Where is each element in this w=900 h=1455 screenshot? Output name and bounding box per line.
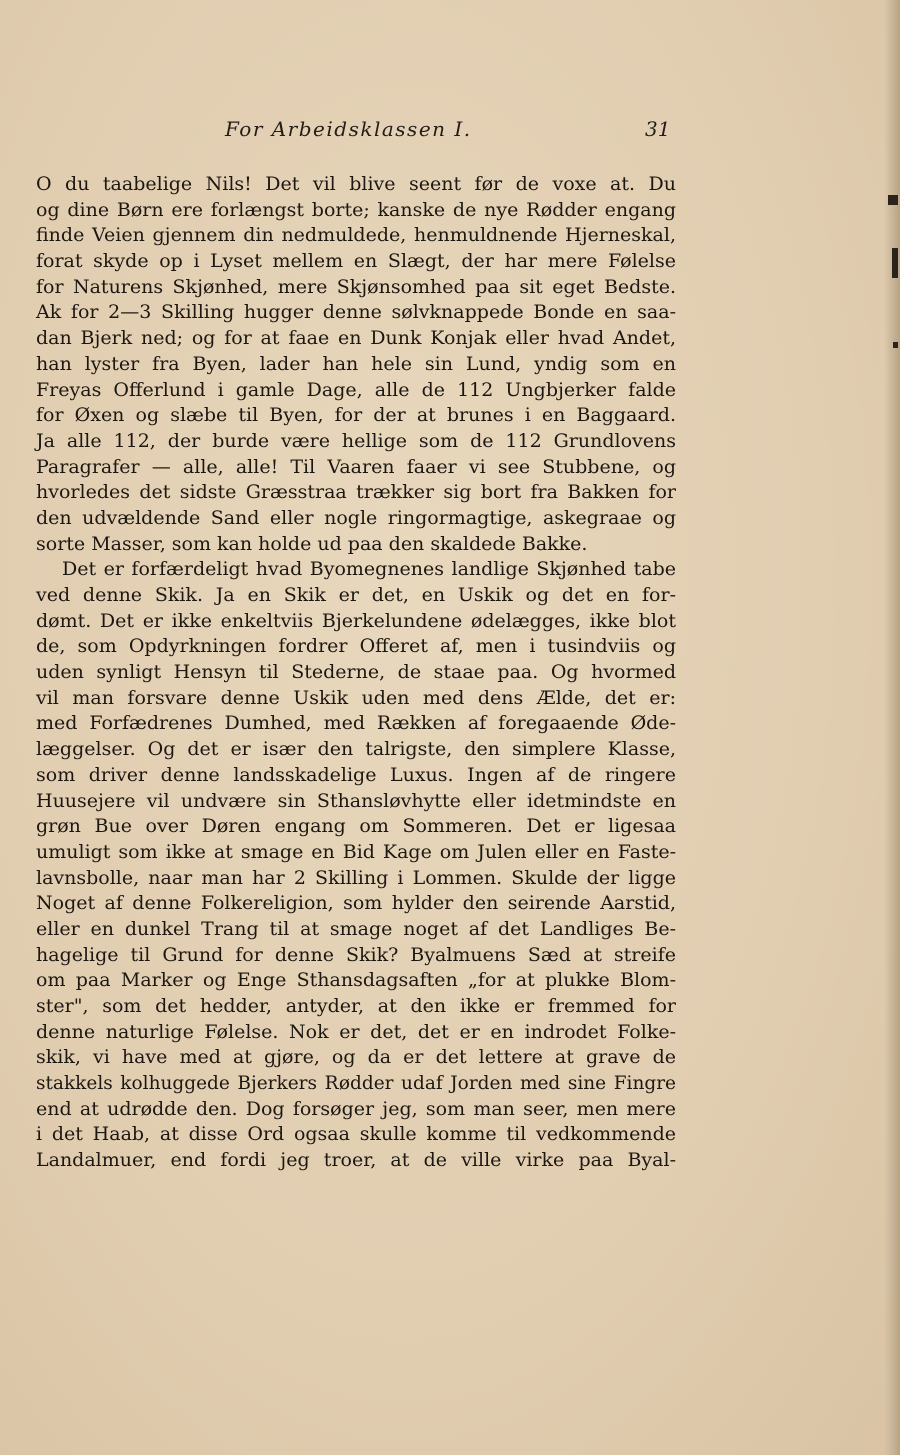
- text-line: O du taabelige Nils! Det vil blive seent før de voxe at. Du: [36, 173, 676, 195]
- text-line: sorte Masser, som kan holde ud paa den skaldede Bakke.: [36, 532, 588, 555]
- text-line: hagelige til Grund for denne Skik? Byalmuens Sæd at streife: [36, 943, 676, 966]
- text-line: hvorledes det sidste Græsstraa trækker sig bort fra Bakken for: [36, 481, 676, 504]
- page-edge: [884, 0, 900, 1455]
- text-line: skik, vi have med at gjøre, og da er det lettere at grave de: [36, 1046, 676, 1069]
- text-line: Ak for 2—3 Skilling hugger denne sølvknappede Bonde en saa-: [36, 301, 676, 324]
- text-line: lavnsbolle, naar man har 2 Skilling i Lommen. Skulde der ligge: [36, 866, 676, 889]
- text-line: Noget af denne Folkereligion, som hylder den seirende Aarstid,: [36, 892, 676, 915]
- text-line: denne naturlige Følelse. Nok er det, det er en indrodet Folke-: [36, 1020, 676, 1043]
- text-line: de, som Opdyrkningen fordrer Offeret af, men i tusindviis og: [36, 635, 676, 658]
- text-line: eller en dunkel Trang til at smage noget af det Landliges Be-: [36, 917, 676, 940]
- text-line: forat skyde op i Lyset mellem en Slægt, der har mere Følelse: [36, 250, 676, 273]
- text-line: ved denne Skik. Ja en Skik er det, en Uskik og det en for-: [36, 584, 676, 606]
- text-line: dømt. Det er ikke enkeltviis Bjerkelundene ødelægges, ikke blot: [36, 609, 676, 632]
- text-line: læggelser. Og det er især den talrigste, den simplere Klasse,: [36, 738, 676, 761]
- text-line: Landalmuer, end fordi jeg troer, at de ville virke paa Byal-: [36, 1149, 676, 1172]
- text-line: ster", som det hedder, antyder, at den ikke er fremmed for: [36, 995, 676, 1017]
- text-line: Det er forfærdeligt hvad Byomegnenes landlige Skjønhed tabe: [62, 558, 676, 581]
- text-line: stakkels kolhuggede Bjerkers Rødder udaf Jorden med sine Fingre: [36, 1073, 676, 1095]
- text-line: om paa Marker og Enge Sthansdagsaften „for at plukke Blom-: [36, 969, 676, 992]
- text-line: han lyster fra Byen, lader han hele sin Lund, yndig som en: [36, 352, 676, 375]
- text-line: dan Bjerk ned; og for at faae en Dunk Konjak eller hvad Andet,: [36, 327, 676, 350]
- text-line: for Øxen og slæbe til Byen, for der at brunes i en Baggaard.: [36, 404, 676, 427]
- text-line: for Naturens Skjønhed, mere Skjønsomhed paa sit eget Bedste.: [36, 275, 676, 298]
- edge-mark: [888, 195, 898, 205]
- text-line: den udvældende Sand eller nogle ringormagtige, askegraae og: [36, 506, 676, 529]
- text-line: grøn Bue over Døren engang om Sommeren. Det er ligesaa: [36, 815, 676, 838]
- text-line: Huusejere vil undvære sin Sthansløvhytte eller idetmindste en: [36, 789, 676, 812]
- text-line: og dine Børn ere forlængst borte; kanske de nye Rødder engang: [36, 198, 676, 221]
- edge-mark: [893, 342, 898, 348]
- text-line: Paragrafer — alle, alle! Til Vaaren faaer vi see Stubbene, og: [36, 455, 676, 478]
- text-line: finde Veien gjennem din nedmuldede, henmuldnende Hjerneskal,: [36, 224, 676, 247]
- text-line: som driver denne landsskadelige Luxus. Ingen af de ringere: [36, 763, 676, 786]
- text-line: Ja alle 112, der burde være hellige som de 112 Grundlovens: [36, 429, 676, 452]
- body-text: [36, 172, 676, 1174]
- text-line: umuligt som ikke at smage en Bid Kage om Julen eller en Faste-: [36, 840, 676, 863]
- text-line: uden synligt Hensyn til Stederne, de staae paa. Og hvormed: [36, 661, 676, 684]
- text-line: vil man forsvare denne Uskik uden med dens Ælde, det er:: [36, 686, 676, 709]
- text-line: end at udrødde den. Dog forsøger jeg, som man seer, men mere: [36, 1097, 676, 1120]
- running-head: For Arbeidsklassen I.: [225, 117, 472, 141]
- text-line: Freyas Offerlund i gamle Dage, alle de 112 Ungbjerker falde: [36, 378, 676, 401]
- text-line: i det Haab, at disse Ord ogsaa skulle komme til vedkommende: [36, 1123, 676, 1146]
- text-line: med Forfædrenes Dumhed, med Rækken af foregaaende Øde-: [36, 712, 676, 735]
- page-number: 31: [645, 117, 671, 141]
- edge-mark: [892, 248, 898, 278]
